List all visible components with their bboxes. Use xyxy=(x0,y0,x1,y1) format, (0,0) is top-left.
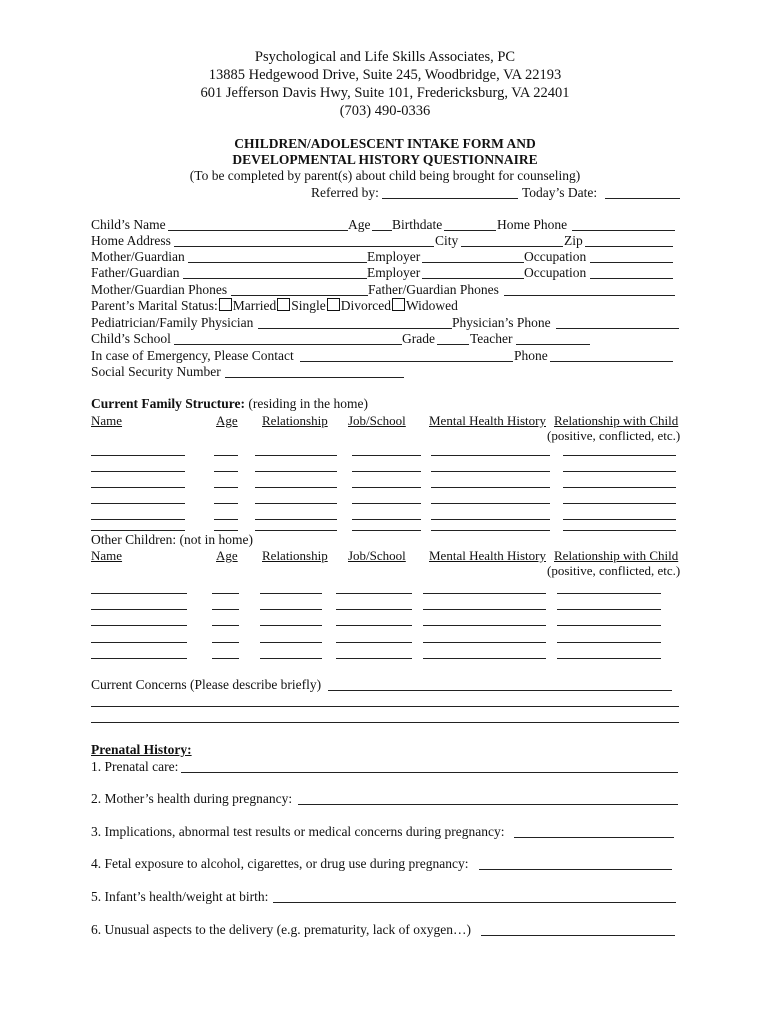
other-row-4-relationship-with-child-field[interactable] xyxy=(557,642,661,643)
city-field[interactable] xyxy=(461,246,563,247)
zip-label: Zip xyxy=(564,233,583,248)
concerns-field-2[interactable] xyxy=(91,706,679,707)
family-row-3-relationship-with-child-field[interactable] xyxy=(563,487,676,488)
col-name: Name xyxy=(91,413,123,428)
childs-name-label: Child’s Name xyxy=(91,217,166,232)
mother-guardian-label: Mother/Guardian xyxy=(91,249,185,264)
father-guardian-field[interactable] xyxy=(183,278,367,279)
family-row-2-age-field[interactable] xyxy=(214,471,238,472)
col-job-school: Job/School xyxy=(348,413,406,428)
family-row-5-name-field[interactable] xyxy=(91,519,185,520)
family-row-6-mental-health-field[interactable] xyxy=(431,530,550,531)
org-phone: (703) 490-0336 xyxy=(339,103,431,119)
age-label: Age xyxy=(348,217,371,232)
form-title-line-2: DEVELOPMENTAL HISTORY QUESTIONNAIRE xyxy=(232,152,538,167)
grade-label: Grade xyxy=(402,331,435,346)
col-age: Age xyxy=(216,413,238,428)
mother-employer-label: Employer xyxy=(367,249,421,264)
family-row-3-name-field[interactable] xyxy=(91,487,185,488)
family-row-3-job-school-field[interactable] xyxy=(352,487,421,488)
other-col-relationship-with-child: Relationship with Child xyxy=(554,548,679,563)
home-phone-field[interactable] xyxy=(572,230,675,231)
family-row-3-age-field[interactable] xyxy=(214,487,238,488)
family-row-2-mental-health-field[interactable] xyxy=(431,471,550,472)
home-address-field[interactable] xyxy=(174,246,434,247)
family-row-2-name-field[interactable] xyxy=(91,471,185,472)
family-row-3-mental-health-field[interactable] xyxy=(431,487,550,488)
family-row-1-job-school-field[interactable] xyxy=(352,455,421,456)
prenatal-item-1: 1. Prenatal care: xyxy=(91,759,179,774)
other-col-name: Name xyxy=(91,548,123,563)
childs-school-field[interactable] xyxy=(174,344,402,345)
other-row-3-job-school-field[interactable] xyxy=(336,625,412,626)
emergency-phone-field[interactable] xyxy=(550,361,673,362)
family-row-4-mental-health-field[interactable] xyxy=(431,503,550,504)
physicians-phone-field[interactable] xyxy=(556,328,679,329)
col-mental-health: Mental Health History xyxy=(429,413,546,428)
todays-date-field[interactable] xyxy=(605,198,680,199)
prenatal-heading: Prenatal History: xyxy=(91,742,192,757)
other-row-4-age-field[interactable] xyxy=(212,642,239,643)
concerns-label: Current Concerns (Please describe briefly) xyxy=(91,677,322,692)
other-row-4-name-field[interactable] xyxy=(91,642,187,643)
todays-date-label: Today’s Date: xyxy=(522,185,598,200)
col-relationship-with-child: Relationship with Child xyxy=(554,413,679,428)
father-employer-label: Employer xyxy=(367,265,421,280)
family-row-1-name-field[interactable] xyxy=(91,455,185,456)
ssn-field[interactable] xyxy=(225,377,404,378)
father-phones-label: Father/Guardian Phones xyxy=(368,282,499,297)
prenatal-item-2: 2. Mother’s health during pregnancy: xyxy=(91,791,293,806)
other-row-5-relationship-with-child-field[interactable] xyxy=(557,658,661,659)
other-row-3-name-field[interactable] xyxy=(91,625,187,626)
other-row-3-relationship-field[interactable] xyxy=(260,625,322,626)
zip-field[interactable] xyxy=(585,246,673,247)
father-guardian-label: Father/Guardian xyxy=(91,265,180,280)
teacher-field[interactable] xyxy=(516,344,590,345)
infant-health-field[interactable] xyxy=(273,902,676,903)
other-row-3-relationship-with-child-field[interactable] xyxy=(557,625,661,626)
home-phone-label: Home Phone xyxy=(497,217,568,232)
married-label: Married xyxy=(232,298,277,313)
city-label: City xyxy=(435,233,459,248)
childs-name-field[interactable] xyxy=(168,230,348,231)
other-row-1-relationship-with-child-field[interactable] xyxy=(557,593,661,594)
address-line-2: 601 Jefferson Davis Hwy, Suite 101, Fredericksburg, VA 22401 xyxy=(200,85,570,101)
age-field[interactable] xyxy=(372,230,392,231)
family-row-6-age-field[interactable] xyxy=(214,530,238,531)
birthdate-label: Birthdate xyxy=(392,217,443,232)
marital-status-row xyxy=(91,298,458,314)
widowed-label: Widowed xyxy=(405,298,458,313)
family-row-2-relationship-with-child-field[interactable] xyxy=(563,471,676,472)
delivery-aspects-field[interactable] xyxy=(481,935,675,936)
mother-occupation-field[interactable] xyxy=(590,262,673,263)
emergency-phone-label: Phone xyxy=(514,348,548,363)
prenatal-item-3: 3. Implications, abnormal test results or medical concerns during pregnancy: xyxy=(91,824,505,839)
family-structure-title: Current Family Structure: xyxy=(91,396,245,411)
mother-phones-label: Mother/Guardian Phones xyxy=(91,282,228,297)
family-row-4-name-field[interactable] xyxy=(91,503,185,504)
other-row-2-job-school-field[interactable] xyxy=(336,609,412,610)
other-row-2-mental-health-field[interactable] xyxy=(423,609,546,610)
other-row-4-mental-health-field[interactable] xyxy=(423,642,546,643)
father-occupation-label: Occupation xyxy=(524,265,587,280)
concerns-field-1[interactable] xyxy=(328,690,672,691)
other-row-5-age-field[interactable] xyxy=(212,658,239,659)
concerns-field-3[interactable] xyxy=(91,722,679,723)
single-label: Single xyxy=(291,298,326,313)
family-row-3-relationship-field[interactable] xyxy=(255,487,337,488)
single-checkbox[interactable] xyxy=(277,298,290,311)
other-col-job-school: Job/School xyxy=(348,548,406,563)
other-row-2-relationship-field[interactable] xyxy=(260,609,322,610)
family-structure-heading xyxy=(91,396,368,412)
other-row-2-name-field[interactable] xyxy=(91,609,187,610)
family-row-4-job-school-field[interactable] xyxy=(352,503,421,504)
family-row-6-relationship-field[interactable] xyxy=(255,530,337,531)
other-row-5-mental-health-field[interactable] xyxy=(423,658,546,659)
other-row-1-name-field[interactable] xyxy=(91,593,187,594)
family-row-5-relationship-field[interactable] xyxy=(255,519,337,520)
home-address-label: Home Address xyxy=(91,233,171,248)
form-title-line-1: CHILDREN/ADOLESCENT INTAKE FORM AND xyxy=(234,136,536,151)
physicians-phone-label: Physician’s Phone xyxy=(452,315,551,330)
referred-by-label: Referred by: xyxy=(311,185,379,200)
family-row-5-relationship-with-child-field[interactable] xyxy=(563,519,676,520)
other-col-age: Age xyxy=(216,548,238,563)
family-row-1-relationship-with-child-field[interactable] xyxy=(563,455,676,456)
family-row-4-age-field[interactable] xyxy=(214,503,238,504)
mother-occupation-label: Occupation xyxy=(524,249,587,264)
family-row-5-age-field[interactable] xyxy=(214,519,238,520)
prenatal-item-5: 5. Infant’s health/weight at birth: xyxy=(91,889,269,904)
family-row-4-relationship-field[interactable] xyxy=(255,503,337,504)
col-relationship: Relationship xyxy=(262,413,328,428)
other-row-3-mental-health-field[interactable] xyxy=(423,625,546,626)
family-row-1-mental-health-field[interactable] xyxy=(431,455,550,456)
widowed-checkbox[interactable] xyxy=(392,298,405,311)
other-row-2-relationship-with-child-field[interactable] xyxy=(557,609,661,610)
family-structure-note: (residing in the home) xyxy=(244,396,368,411)
family-row-1-relationship-field[interactable] xyxy=(255,455,337,456)
mothers-health-field[interactable] xyxy=(298,804,678,805)
married-checkbox[interactable] xyxy=(219,298,232,311)
other-row-3-age-field[interactable] xyxy=(212,625,239,626)
other-col-mental-health: Mental Health History xyxy=(429,548,546,563)
mother-employer-field[interactable] xyxy=(422,262,524,263)
family-row-6-job-school-field[interactable] xyxy=(352,530,421,531)
childs-school-label: Child’s School xyxy=(91,331,171,346)
birthdate-field[interactable] xyxy=(444,230,496,231)
other-col-relationship: Relationship xyxy=(262,548,328,563)
mother-phones-field[interactable] xyxy=(231,295,368,296)
family-row-2-relationship-field[interactable] xyxy=(255,471,337,472)
family-row-1-age-field[interactable] xyxy=(214,455,238,456)
other-children-heading: Other Children: (not in home) xyxy=(91,532,253,547)
family-row-6-name-field[interactable] xyxy=(91,530,185,531)
prenatal-item-6: 6. Unusual aspects to the delivery (e.g. prematurity, lack of oxygen…) xyxy=(91,922,472,937)
prenatal-item-4: 4. Fetal exposure to alcohol, cigarettes, or drug use during pregnancy: xyxy=(91,856,469,871)
implications-field[interactable] xyxy=(514,837,674,838)
other-row-1-mental-health-field[interactable] xyxy=(423,593,546,594)
org-name: Psychological and Life Skills Associates, PC xyxy=(254,49,516,65)
other-row-5-relationship-field[interactable] xyxy=(260,658,322,659)
address-line-1: 13885 Hedgewood Drive, Suite 245, Woodbridge, VA 22193 xyxy=(208,67,562,83)
referred-by-field[interactable] xyxy=(382,198,518,199)
family-row-5-job-school-field[interactable] xyxy=(352,519,421,520)
col-relationship-note: (positive, conflicted, etc.) xyxy=(547,428,681,443)
other-row-1-job-school-field[interactable] xyxy=(336,593,412,594)
pediatrician-field[interactable] xyxy=(258,328,452,329)
father-occupation-field[interactable] xyxy=(590,278,673,279)
mother-guardian-field[interactable] xyxy=(188,262,367,263)
father-employer-field[interactable] xyxy=(422,278,524,279)
other-row-5-job-school-field[interactable] xyxy=(336,658,412,659)
fetal-exposure-field[interactable] xyxy=(479,869,672,870)
form-instructions: (To be completed by parent(s) about child being brought for counseling) xyxy=(189,168,581,183)
other-col-relationship-note: (positive, conflicted, etc.) xyxy=(547,563,681,578)
divorced-label: Divorced xyxy=(340,298,391,313)
ssn-label: Social Security Number xyxy=(91,364,221,379)
pediatrician-label: Pediatrician/Family Physician xyxy=(91,315,254,330)
other-row-1-relationship-field[interactable] xyxy=(260,593,322,594)
other-row-1-age-field[interactable] xyxy=(212,593,239,594)
other-row-5-name-field[interactable] xyxy=(91,658,187,659)
emergency-contact-field[interactable] xyxy=(300,361,513,362)
marital-status-label: Parent’s Marital Status: xyxy=(91,298,218,313)
family-row-2-job-school-field[interactable] xyxy=(352,471,421,472)
family-row-6-relationship-with-child-field[interactable] xyxy=(563,530,676,531)
emergency-label: In case of Emergency, Please Contact xyxy=(91,348,294,363)
family-row-5-mental-health-field[interactable] xyxy=(431,519,550,520)
teacher-label: Teacher xyxy=(470,331,513,346)
other-row-2-age-field[interactable] xyxy=(212,609,239,610)
other-row-4-job-school-field[interactable] xyxy=(336,642,412,643)
prenatal-care-field[interactable] xyxy=(181,772,678,773)
grade-field[interactable] xyxy=(437,344,469,345)
father-phones-field[interactable] xyxy=(504,295,675,296)
other-row-4-relationship-field[interactable] xyxy=(260,642,322,643)
family-row-4-relationship-with-child-field[interactable] xyxy=(563,503,676,504)
divorced-checkbox[interactable] xyxy=(327,298,340,311)
